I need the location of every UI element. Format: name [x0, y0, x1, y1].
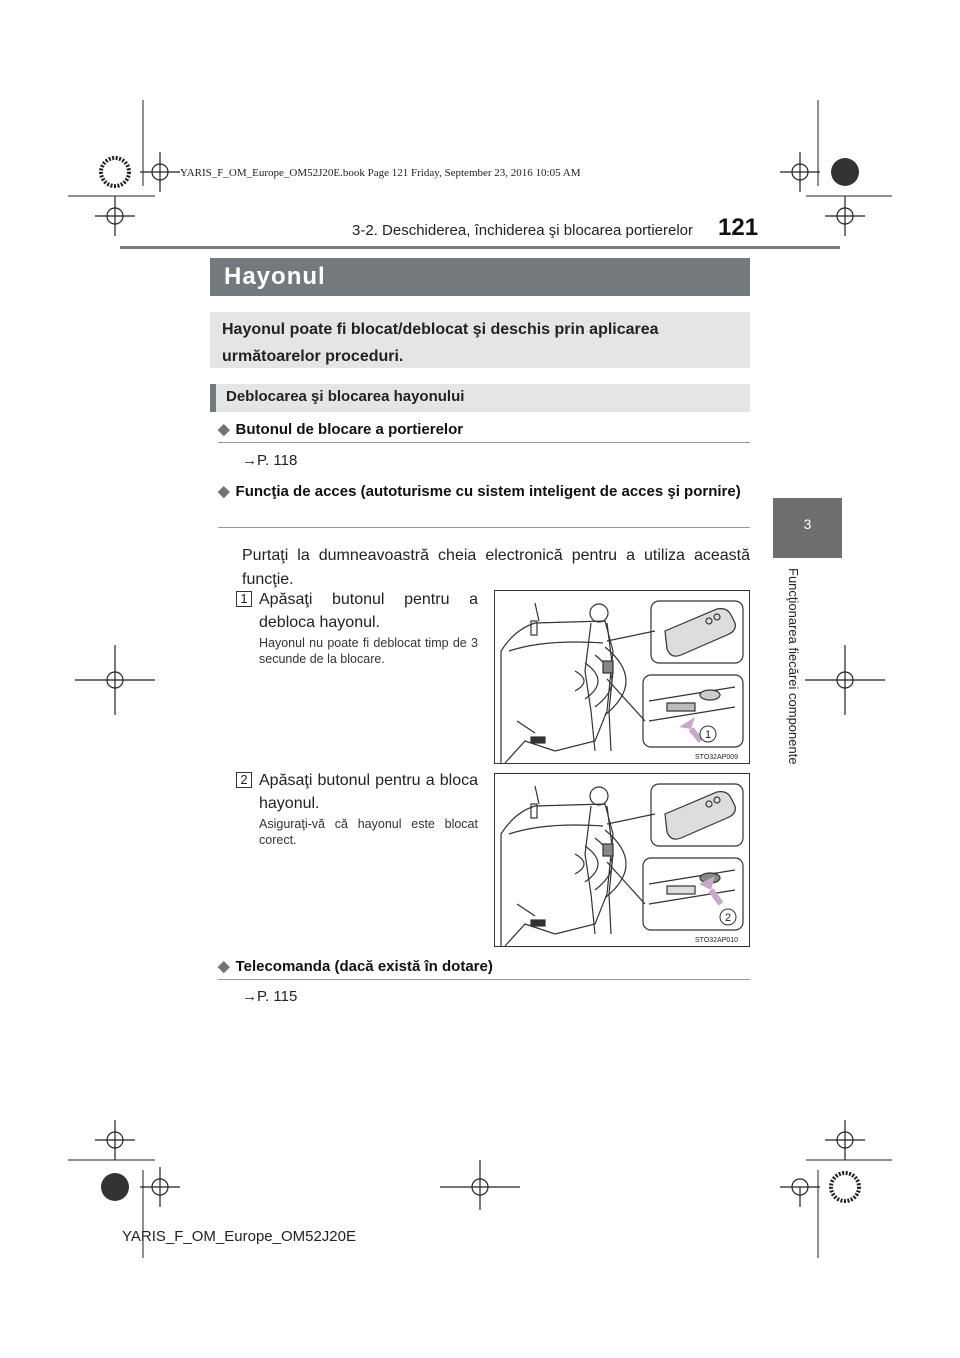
page-title-bar — [210, 258, 750, 296]
access-text: Purtaţi la dumneavoastră cheia electronică pentru a utiliza această funcţie. — [242, 547, 750, 588]
step-text: Apăsaţi butonul pentru a debloca hayonul. — [259, 591, 478, 631]
item-heading-door-lock: ◆ Butonul de blocare a portierelor — [218, 421, 464, 438]
page-title: Hayonul — [224, 263, 326, 290]
item-rule — [218, 979, 750, 980]
intro-box — [210, 312, 750, 368]
header-rule — [120, 246, 840, 249]
section-header: 3-2. Deschiderea, închiderea şi blocarea portierelor — [352, 222, 694, 239]
step-text: Apăsaţi butonul pentru a bloca hayonul. — [259, 772, 478, 812]
intro-text: Hayonul poate fi blocat/deblocat şi deschis prin aplicarea următoarelor proceduri. — [222, 321, 659, 365]
step-number: 1 — [236, 591, 252, 607]
footer-code: YARIS_F_OM_Europe_OM52J20E — [122, 1228, 357, 1245]
item-heading-smart-access: ◆ Funcţia de acces (autoturisme cu sistem inteligent de acces şi pornire) — [218, 483, 741, 500]
item-rule — [218, 442, 750, 443]
step-note: Asiguraţi-vă că hayonul este blocat corect. — [259, 817, 478, 847]
callout-number: 2 — [724, 912, 732, 924]
diamond-bullet-icon: ◆ — [218, 483, 230, 500]
chapter-title: Funcţionarea fiecărei componente — [786, 568, 801, 765]
chapter-number: 3 — [803, 516, 812, 532]
step-note: Hayonul nu poate fi deblocat timp de 3 secunde de la blocare. — [259, 636, 478, 666]
item-rule — [218, 527, 750, 528]
car-key-illustration — [495, 774, 749, 946]
page-reference-link[interactable]: →P. 115 — [242, 988, 298, 1005]
step-number: 2 — [236, 772, 252, 788]
chapter-title-vertical — [783, 568, 805, 788]
page-reference-link[interactable]: →P. 118 — [242, 452, 298, 469]
print-info: YARIS_F_OM_Europe_OM52J20E.book Page 121 Friday, September 23, 2016 10:05 AM — [180, 167, 581, 179]
figure-code: STO32AP010 — [695, 937, 739, 944]
page-number: 121 — [718, 214, 759, 241]
diamond-bullet-icon: ◆ — [218, 958, 230, 975]
subheading-box — [210, 384, 750, 412]
figure-lock — [494, 773, 750, 947]
figure-code: STO32AP009 — [695, 754, 739, 761]
car-key-illustration — [495, 591, 749, 763]
callout-number: 1 — [704, 729, 712, 741]
subheading: Deblocarea şi blocarea hayonului — [226, 388, 465, 405]
figure-unlock — [494, 590, 750, 764]
item-heading-remote: ◆ Telecomanda (dacă există în dotare) — [218, 958, 493, 975]
diamond-bullet-icon: ◆ — [218, 421, 230, 438]
chapter-tab — [773, 498, 842, 558]
